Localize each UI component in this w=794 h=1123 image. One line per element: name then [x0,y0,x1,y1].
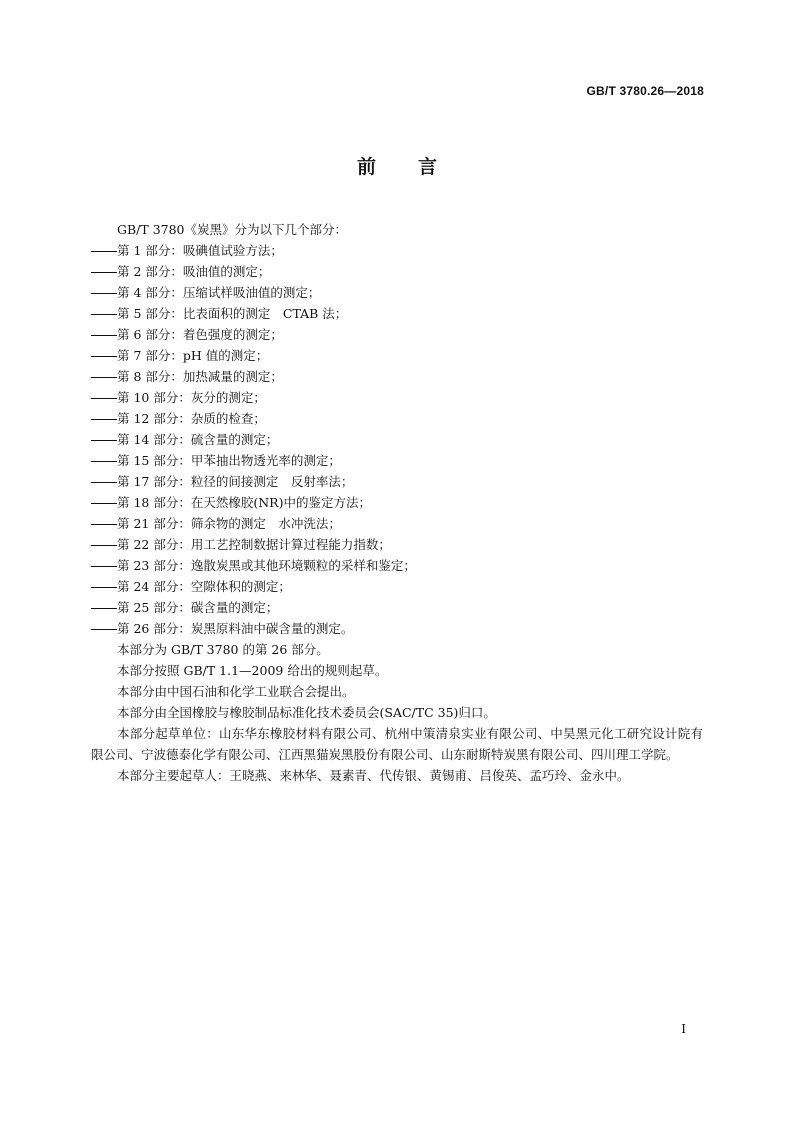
em-dash [91,335,117,337]
em-dash [91,398,117,400]
foreword-body [91,219,703,786]
list-item [91,513,703,534]
page-number: I [681,1022,686,1036]
list-item-text: 第 22 部分：用工艺控制数据计算过程能力指数； [117,537,391,552]
list-item-text: 第 7 部分：pH 值的测定； [117,348,269,363]
list-item [91,303,703,324]
em-dash [91,293,117,295]
proposer-paragraph: 本部分由中国石油和化学工业联合会提出。 [117,684,355,699]
em-dash [91,251,117,253]
list-item [91,534,703,555]
em-dash [91,440,117,442]
list-item [91,597,703,618]
list-item [91,282,703,303]
em-dash [91,566,117,568]
list-item [91,576,703,597]
list-item-text: 第 5 部分：比表面积的测定 CTAB 法； [117,306,348,321]
em-dash [91,524,117,526]
em-dash [91,587,117,589]
em-dash [91,482,117,484]
em-dash [91,419,117,421]
list-item [91,429,703,450]
part-number-paragraph: 本部分为 GB/T 3780 的第 26 部分。 [117,642,329,657]
list-item [91,240,703,261]
list-item-text: 第 10 部分：灰分的测定； [117,390,266,405]
list-item-text: 第 14 部分：硫含量的测定； [117,432,279,447]
list-item-text: 第 12 部分：杂质的检查； [117,411,266,426]
drafting-units-paragraph: 本部分起草单位：山东华东橡胶材料有限公司、杭州中策清泉实业有限公司、中昊黑元化工研究设计院有限公司、宁波德泰化学有限公司、江西黑猫炭黑股份有限公司、山东耐斯特炭黑有限公司、四川理工学院。 [91,726,703,762]
em-dash [91,314,117,316]
committee-paragraph: 本部分由全国橡胶与橡胶制品标准化技术委员会(SAC/TC 35)归口。 [117,705,496,720]
em-dash [91,503,117,505]
list-item-text: 第 23 部分：逸散炭黑或其他环境颗粒的采样和鉴定； [117,558,416,573]
em-dash [91,356,117,358]
list-item-text: 第 25 部分：碳含量的测定； [117,600,279,615]
em-dash [91,608,117,610]
list-item [91,450,703,471]
list-item [91,618,703,639]
list-item [91,408,703,429]
standard-code: GB/T 3780.26—2018 [586,84,704,98]
list-item-text: 第 26 部分：炭黑原料油中碳含量的测定。 [117,621,354,636]
list-item-text: 第 18 部分：在天然橡胶(NR)中的鉴定方法； [117,495,371,510]
list-item [91,345,703,366]
list-item [91,492,703,513]
list-item-text: 第 17 部分：粒径的间接测定 反射率法； [117,474,354,489]
list-item [91,261,703,282]
list-item-text: 第 21 部分：筛余物的测定 水冲洗法； [117,516,341,531]
list-item-text: 第 1 部分：吸碘值试验方法； [117,243,283,258]
list-item [91,387,703,408]
drafters-paragraph: 本部分主要起草人：王晓燕、来林华、聂素青、代传银、黄锡甫、吕俊英、孟巧玲、金永中。 [117,768,630,783]
list-item [91,366,703,387]
list-item [91,324,703,345]
em-dash [91,377,117,379]
drafting-rules-paragraph: 本部分按照 GB/T 1.1—2009 给出的规则起草。 [117,663,388,678]
list-item-text: 第 24 部分：空隙体积的测定； [117,579,291,594]
list-item-text: 第 2 部分：吸油值的测定； [117,264,271,279]
em-dash [91,545,117,547]
list-item-text: 第 4 部分：压缩试样吸油值的测定； [117,285,321,300]
list-item-text: 第 6 部分：着色强度的测定； [117,327,283,342]
page-title: 前言 [356,156,479,178]
em-dash [91,461,117,463]
list-item-text: 第 8 部分：加热减量的测定； [117,369,283,384]
list-item [91,471,703,492]
list-item [91,555,703,576]
intro-paragraph: GB/T 3780《炭黑》分为以下几个部分： [117,222,348,237]
em-dash [91,629,117,631]
em-dash [91,272,117,274]
list-item-text: 第 15 部分：甲苯抽出物透光率的测定； [117,453,341,468]
